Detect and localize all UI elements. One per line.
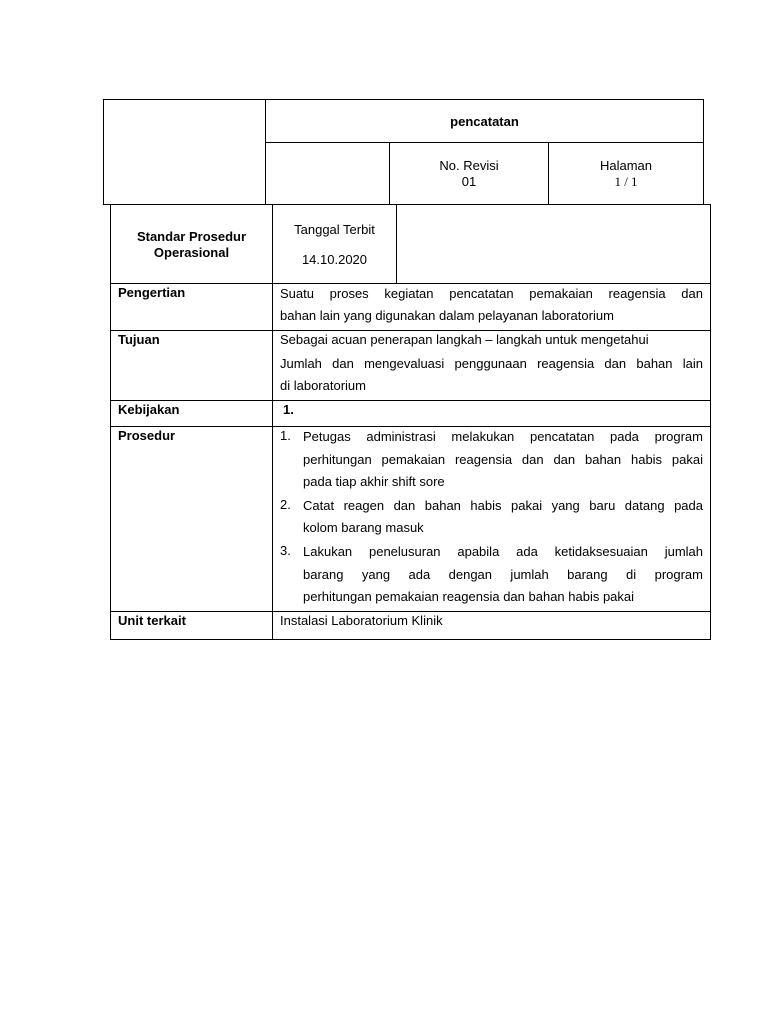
header-page-cell — [548, 142, 704, 205]
tujuan-label: Tujuan — [118, 332, 160, 347]
tujuan-line: di laboratorium — [280, 378, 366, 393]
header-title-cell — [265, 99, 704, 143]
pengertian-label-cell — [110, 283, 273, 331]
prosedur-item-line: Petugas administrasi melakukan pencatatan pada program — [303, 429, 703, 444]
kebijakan-label-cell — [110, 400, 273, 427]
prosedur-item-number: 1. — [280, 428, 291, 443]
sop-signature-cell — [396, 204, 711, 284]
prosedur-item-line: perhitungan pemakaian reagensia dan dan bahan habis pakai — [303, 452, 703, 467]
kebijakan-content-cell — [272, 400, 711, 427]
sop-label-line2: Operasional — [153, 245, 230, 260]
kebijakan-item: 1. — [283, 402, 294, 417]
pengertian-content-cell — [272, 283, 711, 331]
revision-label: No. Revisi — [439, 158, 499, 173]
prosedur-item-line: pada tiap akhir shift sore — [303, 474, 445, 489]
header-logo-cell — [103, 99, 266, 205]
tujuan-line: Jumlah dan mengevaluasi penggunaan reagensia dan bahan lain — [280, 356, 703, 371]
pengertian-line: Suatu proses kegiatan pencatatan pemakaian reagensia dan — [280, 286, 703, 301]
prosedur-item-number: 2. — [280, 497, 291, 512]
page-value: 1 / 1 — [614, 174, 638, 189]
pengertian-line: bahan lain yang digunakan dalam pelayanan laboratorium — [280, 308, 614, 323]
pengertian-label: Pengertian — [118, 285, 186, 300]
unit-value: Instalasi Laboratorium Klinik — [280, 613, 443, 628]
prosedur-item-line: Catat reagen dan bahan habis pakai yang baru datang pada — [303, 498, 703, 513]
kebijakan-label: Kebijakan — [118, 402, 180, 417]
sop-issue-cell — [272, 204, 397, 284]
prosedur-item-line: perhitungan pemakaian reagensia dan bahan habis pakai — [303, 589, 635, 604]
header-empty-cell — [265, 142, 390, 205]
prosedur-content-cell — [272, 426, 711, 612]
prosedur-item-line: barang yang ada dengan jumlah barang di program — [303, 567, 703, 582]
unit-label-cell — [110, 611, 273, 640]
sop-label-cell — [110, 204, 273, 284]
document-title: pencatatan — [450, 114, 519, 129]
unit-content-cell — [272, 611, 711, 640]
prosedur-item-line: Lakukan penelusuran apabila ada ketidaksesuaian jumlah — [303, 544, 703, 559]
revision-value: 01 — [461, 174, 477, 189]
issue-date-label: Tanggal Terbit — [294, 222, 375, 237]
unit-label: Unit terkait — [118, 613, 186, 628]
prosedur-item-number: 3. — [280, 543, 291, 558]
sop-label-line1: Standar Prosedur — [136, 229, 247, 244]
tujuan-content-cell — [272, 330, 711, 401]
tujuan-line: Sebagai acuan penerapan langkah – langkah untuk mengetahui — [280, 332, 649, 347]
tujuan-label-cell — [110, 330, 273, 401]
prosedur-label-cell — [110, 426, 273, 612]
page-label: Halaman — [599, 158, 653, 173]
prosedur-item-line: kolom barang masuk — [303, 520, 424, 535]
header-revision-cell — [389, 142, 549, 205]
prosedur-label: Prosedur — [118, 428, 176, 443]
issue-date-value: 14.10.2020 — [301, 252, 368, 267]
